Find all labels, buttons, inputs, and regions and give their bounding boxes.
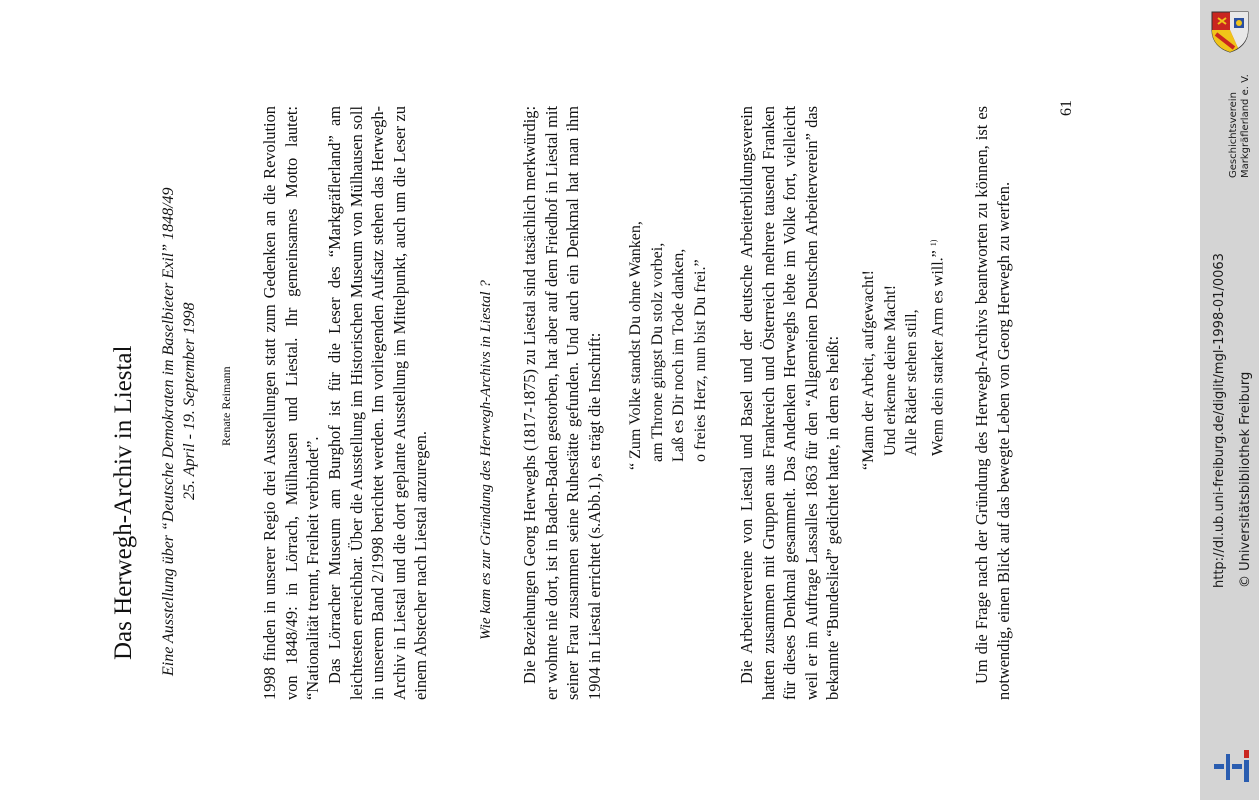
coat-of-arms-icon xyxy=(1208,8,1252,54)
verse-line: Alle Räder stehen still, xyxy=(903,309,920,456)
article-title: Das Herwegh-Archiv in Liestal xyxy=(110,345,137,660)
exhibition-date: 25. April - 19. September 1998 xyxy=(181,302,198,500)
verse-line: Laß es Dir noch im Tode danken, xyxy=(670,248,687,462)
source-url[interactable]: http://dl.ub.uni-freiburg.de/diglit/mgl-1998-01/0063 xyxy=(1212,253,1227,588)
paragraph-4: Die Arbeitervereine von Liestal und Basel und der deutsche Arbeiterbildungsverein hatten zusammen mit Gruppen aus Frankreich und Österreich mehrere tausend Franken für dieses Denkmal gesammelt. Das Andenken Herweghs lebte im Volke fort, vielleicht weil er im Auftrage Lassalles 1863 für den “Allgemeinen Deutschen Arbeiterverein” das bekannte “Bundeslied” gedichtet hatte, in dem es heißt: xyxy=(737,106,842,700)
society-name xyxy=(1228,74,1252,178)
inscription-verse xyxy=(625,221,711,470)
verse-line: “ Zum Volke standst Du ohne Wanken, xyxy=(627,221,644,470)
paragraph-1: 1998 finden in unserer Regio drei Ausstellungen statt zum Gedenken an die Revolution von 1848/49: in Lörrach, Mülhausen und Liestal. Ihr gemeinsames Motto lautet: “Nationalität trennt, Freiheit verbindet”. xyxy=(260,106,322,700)
footnote-marker: 1) xyxy=(928,239,938,247)
verse-line: “Mann der Arbeit, aufgewacht! xyxy=(860,270,877,470)
bundeslied-verse xyxy=(858,240,948,470)
society-line-2: Markgräflerland e. V. xyxy=(1240,74,1251,178)
author-name: Renate Reimann xyxy=(219,366,233,446)
article-subtitle: Eine Ausstellung über “Deutsche Demokraten im Baselbieter Exil” 1848/49 xyxy=(160,187,177,676)
verse-line: Wenn dein starker Arm es will.” xyxy=(928,250,946,456)
section-heading: Wie kam es zur Gründung des Herwegh-Archivs in Liestal ? xyxy=(478,280,494,640)
verse-line: o freies Herz, nun bist Du frei.” xyxy=(691,259,709,462)
copyright-notice: © Universitätsbibliothek Freiburg xyxy=(1238,371,1253,588)
verse-line: am Throne gingst Du stolz vorbei, xyxy=(648,242,666,462)
paragraph-5: Um die Frage nach der Gründung des Herwegh-Archivs beantworten zu können, ist es notwendig, einen Blick auf das bewegte Leben von Georg Herwegh zu werfen. xyxy=(972,106,1013,700)
ub-freiburg-logo-icon[interactable] xyxy=(1212,748,1252,784)
verse-line: Und erkenne deine Macht! xyxy=(881,284,899,456)
paragraph-2: Das Lörracher Museum am Burghof ist für die Leser des “Markgräflerland” am leichtesten erreichbar. Über die Ausstellung im Historischen Museum von Mülhausen soll in unserem Band 2/1998 berichtet werden. Im vorliegenden Aufsatz stehen das Herwegh-Archiv in Liestal und die dort geplante Ausstellung im Mittelpunkt, auch um die Leser zu einem Abstecher nach Liestal anzuregen. xyxy=(325,106,430,700)
paragraph-3: Die Beziehungen Georg Herweghs (1817-1875) zu Liestal sind tatsächlich merkwürdig: er wohnte nie dort, ist in Baden-Baden gestorben, hat aber auf dem Friedhof in Liestal mit seiner Frau zusammen seine Ruhestätte gefunden. Und auch ein Denkmal hat man ihm 1904 in Liestal errichtet (s.Abb.1), es trägt die Inschrift: xyxy=(520,106,604,700)
page-number: 61 xyxy=(1058,100,1075,116)
society-line-1: Geschichtsverein xyxy=(1228,92,1239,178)
